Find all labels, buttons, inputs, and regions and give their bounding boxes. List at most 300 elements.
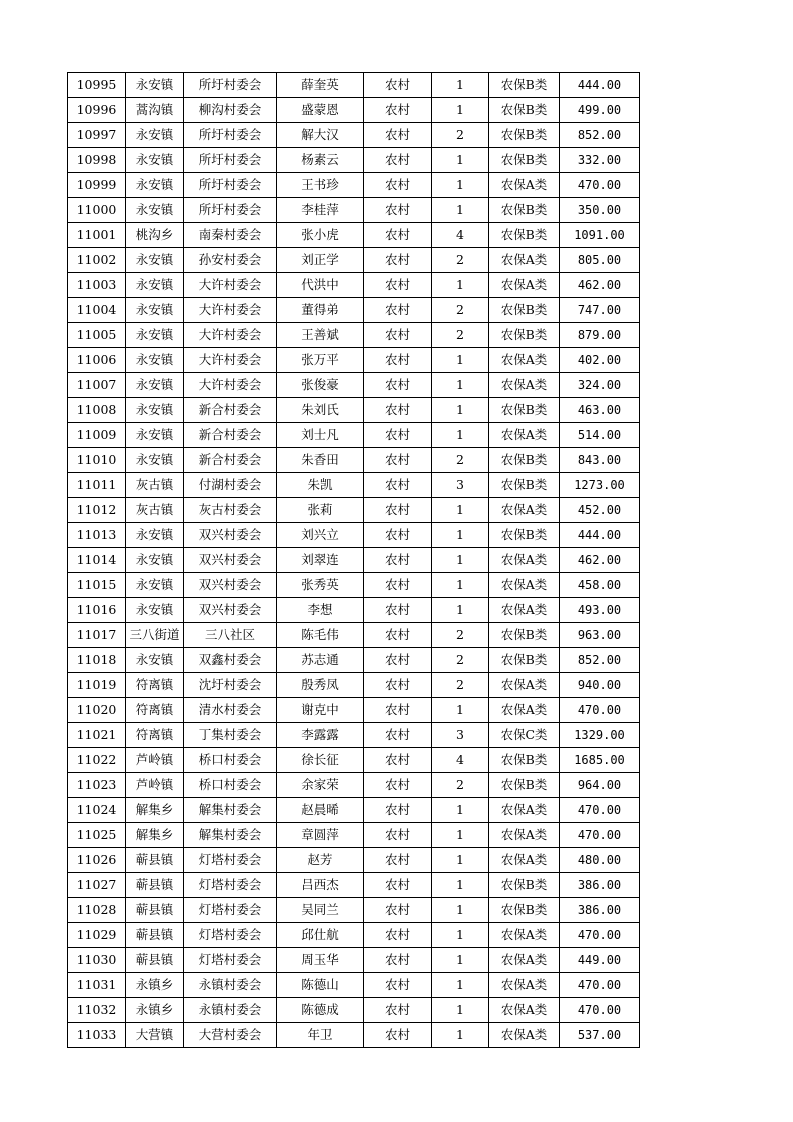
township-cell: 蕲县镇 — [126, 873, 184, 898]
category-cell: 农保A类 — [489, 823, 560, 848]
household-size-cell: 1 — [432, 148, 489, 173]
table-row — [68, 673, 640, 698]
serial-number-cell: 11020 — [68, 698, 126, 723]
name-cell: 邱仕航 — [277, 923, 364, 948]
household-size-cell: 2 — [432, 123, 489, 148]
township-cell: 桃沟乡 — [126, 223, 184, 248]
serial-number-cell: 11029 — [68, 923, 126, 948]
amount-cell: 444.00 — [560, 73, 640, 98]
household-type-cell: 农村 — [364, 723, 432, 748]
table-row — [68, 1023, 640, 1048]
table-row — [68, 823, 640, 848]
serial-number-cell: 11032 — [68, 998, 126, 1023]
serial-number-cell: 11015 — [68, 573, 126, 598]
household-size-cell: 1 — [432, 998, 489, 1023]
table-row — [68, 898, 640, 923]
village-cell: 付湖村委会 — [184, 473, 277, 498]
village-cell: 桥口村委会 — [184, 748, 277, 773]
serial-number-cell: 11010 — [68, 448, 126, 473]
amount-cell: 470.00 — [560, 823, 640, 848]
household-type-cell: 农村 — [364, 223, 432, 248]
village-cell: 永镇村委会 — [184, 998, 277, 1023]
village-cell: 新合村委会 — [184, 448, 277, 473]
category-cell: 农保B类 — [489, 523, 560, 548]
village-cell: 大许村委会 — [184, 273, 277, 298]
household-type-cell: 农村 — [364, 448, 432, 473]
household-type-cell: 农村 — [364, 273, 432, 298]
household-size-cell: 1 — [432, 398, 489, 423]
category-cell: 农保A类 — [489, 698, 560, 723]
household-size-cell: 2 — [432, 648, 489, 673]
amount-cell: 444.00 — [560, 523, 640, 548]
table-row — [68, 98, 640, 123]
amount-cell: 499.00 — [560, 98, 640, 123]
household-size-cell: 3 — [432, 723, 489, 748]
name-cell: 代洪中 — [277, 273, 364, 298]
household-size-cell: 2 — [432, 298, 489, 323]
serial-number-cell: 11009 — [68, 423, 126, 448]
township-cell: 永安镇 — [126, 323, 184, 348]
amount-cell: 402.00 — [560, 348, 640, 373]
household-size-cell: 1 — [432, 573, 489, 598]
name-cell: 刘士凡 — [277, 423, 364, 448]
amount-cell: 462.00 — [560, 273, 640, 298]
household-type-cell: 农村 — [364, 398, 432, 423]
household-type-cell: 农村 — [364, 873, 432, 898]
category-cell: 农保B类 — [489, 648, 560, 673]
category-cell: 农保A类 — [489, 348, 560, 373]
household-size-cell: 1 — [432, 923, 489, 948]
table-row — [68, 173, 640, 198]
name-cell: 吕西杰 — [277, 873, 364, 898]
name-cell: 王书珍 — [277, 173, 364, 198]
township-cell: 永镇乡 — [126, 998, 184, 1023]
household-size-cell: 2 — [432, 448, 489, 473]
table-row — [68, 723, 640, 748]
township-cell: 芦岭镇 — [126, 773, 184, 798]
household-size-cell: 4 — [432, 223, 489, 248]
amount-cell: 879.00 — [560, 323, 640, 348]
household-size-cell: 2 — [432, 248, 489, 273]
table-row — [68, 248, 640, 273]
serial-number-cell: 11017 — [68, 623, 126, 648]
serial-number-cell: 11007 — [68, 373, 126, 398]
household-size-cell: 2 — [432, 773, 489, 798]
category-cell: 农保B类 — [489, 148, 560, 173]
household-size-cell: 1 — [432, 873, 489, 898]
village-cell: 大许村委会 — [184, 348, 277, 373]
name-cell: 徐长征 — [277, 748, 364, 773]
village-cell: 灯塔村委会 — [184, 898, 277, 923]
serial-number-cell: 11031 — [68, 973, 126, 998]
household-type-cell: 农村 — [364, 123, 432, 148]
household-type-cell: 农村 — [364, 998, 432, 1023]
household-size-cell: 1 — [432, 848, 489, 873]
name-cell: 张秀英 — [277, 573, 364, 598]
serial-number-cell: 10997 — [68, 123, 126, 148]
household-type-cell: 农村 — [364, 548, 432, 573]
table-row — [68, 423, 640, 448]
township-cell: 永安镇 — [126, 348, 184, 373]
name-cell: 朱香田 — [277, 448, 364, 473]
serial-number-cell: 11004 — [68, 298, 126, 323]
household-type-cell: 农村 — [364, 173, 432, 198]
category-cell: 农保B类 — [489, 623, 560, 648]
household-size-cell: 2 — [432, 673, 489, 698]
village-cell: 双兴村委会 — [184, 573, 277, 598]
township-cell: 灰古镇 — [126, 498, 184, 523]
village-cell: 双兴村委会 — [184, 548, 277, 573]
township-cell: 芦岭镇 — [126, 748, 184, 773]
village-cell: 双兴村委会 — [184, 523, 277, 548]
category-cell: 农保A类 — [489, 948, 560, 973]
village-cell: 丁集村委会 — [184, 723, 277, 748]
household-type-cell: 农村 — [364, 573, 432, 598]
amount-cell: 386.00 — [560, 898, 640, 923]
household-size-cell: 1 — [432, 948, 489, 973]
household-type-cell: 农村 — [364, 298, 432, 323]
serial-number-cell: 11019 — [68, 673, 126, 698]
category-cell: 农保A类 — [489, 423, 560, 448]
table-row — [68, 198, 640, 223]
table-row — [68, 873, 640, 898]
name-cell: 殷秀凤 — [277, 673, 364, 698]
household-size-cell: 1 — [432, 698, 489, 723]
table-row — [68, 923, 640, 948]
serial-number-cell: 11033 — [68, 1023, 126, 1048]
category-cell: 农保B类 — [489, 748, 560, 773]
category-cell: 农保A类 — [489, 673, 560, 698]
township-cell: 符离镇 — [126, 673, 184, 698]
township-cell: 永安镇 — [126, 373, 184, 398]
category-cell: 农保B类 — [489, 773, 560, 798]
amount-cell: 332.00 — [560, 148, 640, 173]
category-cell: 农保B类 — [489, 123, 560, 148]
name-cell: 董得弟 — [277, 298, 364, 323]
amount-cell: 470.00 — [560, 798, 640, 823]
township-cell: 永安镇 — [126, 523, 184, 548]
household-size-cell: 1 — [432, 98, 489, 123]
amount-cell: 852.00 — [560, 123, 640, 148]
category-cell: 农保B类 — [489, 398, 560, 423]
village-cell: 所圩村委会 — [184, 73, 277, 98]
village-cell: 所圩村委会 — [184, 173, 277, 198]
amount-cell: 1273.00 — [560, 473, 640, 498]
amount-cell: 386.00 — [560, 873, 640, 898]
table-row — [68, 348, 640, 373]
serial-number-cell: 11006 — [68, 348, 126, 373]
category-cell: 农保A类 — [489, 548, 560, 573]
serial-number-cell: 11000 — [68, 198, 126, 223]
township-cell: 符离镇 — [126, 698, 184, 723]
category-cell: 农保A类 — [489, 998, 560, 1023]
household-type-cell: 农村 — [364, 973, 432, 998]
table-row — [68, 773, 640, 798]
household-type-cell: 农村 — [364, 748, 432, 773]
amount-cell: 1329.00 — [560, 723, 640, 748]
amount-cell: 463.00 — [560, 398, 640, 423]
village-cell: 桥口村委会 — [184, 773, 277, 798]
township-cell: 永安镇 — [126, 273, 184, 298]
township-cell: 永镇乡 — [126, 973, 184, 998]
amount-cell: 1091.00 — [560, 223, 640, 248]
category-cell: 农保A类 — [489, 173, 560, 198]
village-cell: 新合村委会 — [184, 398, 277, 423]
household-size-cell: 1 — [432, 173, 489, 198]
serial-number-cell: 11022 — [68, 748, 126, 773]
amount-cell: 350.00 — [560, 198, 640, 223]
name-cell: 余家荣 — [277, 773, 364, 798]
household-type-cell: 农村 — [364, 248, 432, 273]
category-cell: 农保A类 — [489, 923, 560, 948]
category-cell: 农保B类 — [489, 73, 560, 98]
household-size-cell: 1 — [432, 798, 489, 823]
amount-cell: 470.00 — [560, 173, 640, 198]
township-cell: 永安镇 — [126, 73, 184, 98]
table-row — [68, 623, 640, 648]
household-size-cell: 1 — [432, 373, 489, 398]
township-cell: 永安镇 — [126, 573, 184, 598]
serial-number-cell: 11008 — [68, 398, 126, 423]
household-size-cell: 1 — [432, 348, 489, 373]
serial-number-cell: 11025 — [68, 823, 126, 848]
village-cell: 大营村委会 — [184, 1023, 277, 1048]
name-cell: 年卫 — [277, 1023, 364, 1048]
township-cell: 永安镇 — [126, 648, 184, 673]
serial-number-cell: 11003 — [68, 273, 126, 298]
serial-number-cell: 10995 — [68, 73, 126, 98]
serial-number-cell: 11018 — [68, 648, 126, 673]
amount-cell: 843.00 — [560, 448, 640, 473]
household-type-cell: 农村 — [364, 523, 432, 548]
category-cell: 农保B类 — [489, 98, 560, 123]
village-cell: 双兴村委会 — [184, 598, 277, 623]
serial-number-cell: 11014 — [68, 548, 126, 573]
household-type-cell: 农村 — [364, 373, 432, 398]
serial-number-cell: 11028 — [68, 898, 126, 923]
village-cell: 灯塔村委会 — [184, 873, 277, 898]
name-cell: 周玉华 — [277, 948, 364, 973]
table-row — [68, 323, 640, 348]
table-row — [68, 448, 640, 473]
name-cell: 陈德成 — [277, 998, 364, 1023]
serial-number-cell: 11013 — [68, 523, 126, 548]
household-type-cell: 农村 — [364, 1023, 432, 1048]
relief-table — [67, 72, 640, 1048]
township-cell: 永安镇 — [126, 448, 184, 473]
household-size-cell: 1 — [432, 898, 489, 923]
household-size-cell: 1 — [432, 1023, 489, 1048]
name-cell: 张小虎 — [277, 223, 364, 248]
household-type-cell: 农村 — [364, 773, 432, 798]
amount-cell: 462.00 — [560, 548, 640, 573]
amount-cell: 480.00 — [560, 848, 640, 873]
category-cell: 农保A类 — [489, 973, 560, 998]
household-size-cell: 1 — [432, 498, 489, 523]
township-cell: 永安镇 — [126, 598, 184, 623]
serial-number-cell: 10996 — [68, 98, 126, 123]
table-row — [68, 573, 640, 598]
serial-number-cell: 11023 — [68, 773, 126, 798]
name-cell: 吴同兰 — [277, 898, 364, 923]
amount-cell: 805.00 — [560, 248, 640, 273]
amount-cell: 514.00 — [560, 423, 640, 448]
household-type-cell: 农村 — [364, 498, 432, 523]
amount-cell: 1685.00 — [560, 748, 640, 773]
amount-cell: 747.00 — [560, 298, 640, 323]
table-row — [68, 473, 640, 498]
serial-number-cell: 10998 — [68, 148, 126, 173]
household-type-cell: 农村 — [364, 923, 432, 948]
township-cell: 永安镇 — [126, 248, 184, 273]
table-row — [68, 748, 640, 773]
amount-cell: 940.00 — [560, 673, 640, 698]
amount-cell: 449.00 — [560, 948, 640, 973]
household-type-cell: 农村 — [364, 698, 432, 723]
category-cell: 农保A类 — [489, 248, 560, 273]
amount-cell: 537.00 — [560, 1023, 640, 1048]
serial-number-cell: 11002 — [68, 248, 126, 273]
name-cell: 刘正学 — [277, 248, 364, 273]
category-cell: 农保B类 — [489, 323, 560, 348]
township-cell: 蕲县镇 — [126, 898, 184, 923]
village-cell: 所圩村委会 — [184, 123, 277, 148]
name-cell: 朱凯 — [277, 473, 364, 498]
township-cell: 蒿沟镇 — [126, 98, 184, 123]
serial-number-cell: 11026 — [68, 848, 126, 873]
village-cell: 沈圩村委会 — [184, 673, 277, 698]
table-row — [68, 998, 640, 1023]
table-row — [68, 223, 640, 248]
category-cell: 农保B类 — [489, 898, 560, 923]
township-cell: 永安镇 — [126, 198, 184, 223]
table-row — [68, 948, 640, 973]
category-cell: 农保A类 — [489, 1023, 560, 1048]
village-cell: 所圩村委会 — [184, 148, 277, 173]
township-cell: 永安镇 — [126, 123, 184, 148]
serial-number-cell: 11001 — [68, 223, 126, 248]
village-cell: 解集村委会 — [184, 823, 277, 848]
township-cell: 永安镇 — [126, 423, 184, 448]
table-row — [68, 548, 640, 573]
household-size-cell: 1 — [432, 598, 489, 623]
table-row — [68, 373, 640, 398]
township-cell: 三八街道 — [126, 623, 184, 648]
name-cell: 苏志通 — [277, 648, 364, 673]
household-size-cell: 1 — [432, 423, 489, 448]
village-cell: 大许村委会 — [184, 373, 277, 398]
table-row — [68, 398, 640, 423]
name-cell: 赵芳 — [277, 848, 364, 873]
village-cell: 所圩村委会 — [184, 198, 277, 223]
category-cell: 农保A类 — [489, 598, 560, 623]
township-cell: 永安镇 — [126, 173, 184, 198]
township-cell: 永安镇 — [126, 298, 184, 323]
household-type-cell: 农村 — [364, 948, 432, 973]
amount-cell: 470.00 — [560, 998, 640, 1023]
household-type-cell: 农村 — [364, 348, 432, 373]
village-cell: 灰古村委会 — [184, 498, 277, 523]
amount-cell: 963.00 — [560, 623, 640, 648]
village-cell: 柳沟村委会 — [184, 98, 277, 123]
township-cell: 蕲县镇 — [126, 923, 184, 948]
category-cell: 农保B类 — [489, 473, 560, 498]
amount-cell: 470.00 — [560, 973, 640, 998]
household-type-cell: 农村 — [364, 848, 432, 873]
village-cell: 永镇村委会 — [184, 973, 277, 998]
name-cell: 张莉 — [277, 498, 364, 523]
serial-number-cell: 11016 — [68, 598, 126, 623]
township-cell: 解集乡 — [126, 798, 184, 823]
household-type-cell: 农村 — [364, 648, 432, 673]
township-cell: 蕲县镇 — [126, 948, 184, 973]
category-cell: 农保B类 — [489, 448, 560, 473]
serial-number-cell: 11030 — [68, 948, 126, 973]
table-row — [68, 973, 640, 998]
village-cell: 清水村委会 — [184, 698, 277, 723]
household-type-cell: 农村 — [364, 623, 432, 648]
township-cell: 永安镇 — [126, 398, 184, 423]
name-cell: 陈德山 — [277, 973, 364, 998]
township-cell: 符离镇 — [126, 723, 184, 748]
village-cell: 灯塔村委会 — [184, 923, 277, 948]
household-size-cell: 1 — [432, 823, 489, 848]
amount-cell: 470.00 — [560, 698, 640, 723]
household-size-cell: 1 — [432, 273, 489, 298]
household-size-cell: 1 — [432, 523, 489, 548]
category-cell: 农保C类 — [489, 723, 560, 748]
household-type-cell: 农村 — [364, 898, 432, 923]
name-cell: 张万平 — [277, 348, 364, 373]
category-cell: 农保A类 — [489, 273, 560, 298]
household-type-cell: 农村 — [364, 98, 432, 123]
amount-cell: 964.00 — [560, 773, 640, 798]
household-size-cell: 1 — [432, 548, 489, 573]
serial-number-cell: 11005 — [68, 323, 126, 348]
amount-cell: 452.00 — [560, 498, 640, 523]
household-type-cell: 农村 — [364, 423, 432, 448]
table-row — [68, 648, 640, 673]
table-row — [68, 698, 640, 723]
table-row — [68, 798, 640, 823]
table-row — [68, 148, 640, 173]
table-row — [68, 273, 640, 298]
household-type-cell: 农村 — [364, 823, 432, 848]
table-row — [68, 848, 640, 873]
table-row — [68, 498, 640, 523]
name-cell: 李桂萍 — [277, 198, 364, 223]
township-cell: 灰古镇 — [126, 473, 184, 498]
name-cell: 盛蒙恩 — [277, 98, 364, 123]
category-cell: 农保A类 — [489, 848, 560, 873]
table-row — [68, 523, 640, 548]
household-size-cell: 2 — [432, 623, 489, 648]
household-size-cell: 1 — [432, 73, 489, 98]
amount-cell: 324.00 — [560, 373, 640, 398]
village-cell: 新合村委会 — [184, 423, 277, 448]
serial-number-cell: 11024 — [68, 798, 126, 823]
category-cell: 农保A类 — [489, 373, 560, 398]
household-type-cell: 农村 — [364, 598, 432, 623]
serial-number-cell: 10999 — [68, 173, 126, 198]
village-cell: 双鑫村委会 — [184, 648, 277, 673]
name-cell: 谢克中 — [277, 698, 364, 723]
household-size-cell: 3 — [432, 473, 489, 498]
category-cell: 农保A类 — [489, 798, 560, 823]
name-cell: 陈毛伟 — [277, 623, 364, 648]
village-cell: 灯塔村委会 — [184, 948, 277, 973]
household-size-cell: 2 — [432, 323, 489, 348]
